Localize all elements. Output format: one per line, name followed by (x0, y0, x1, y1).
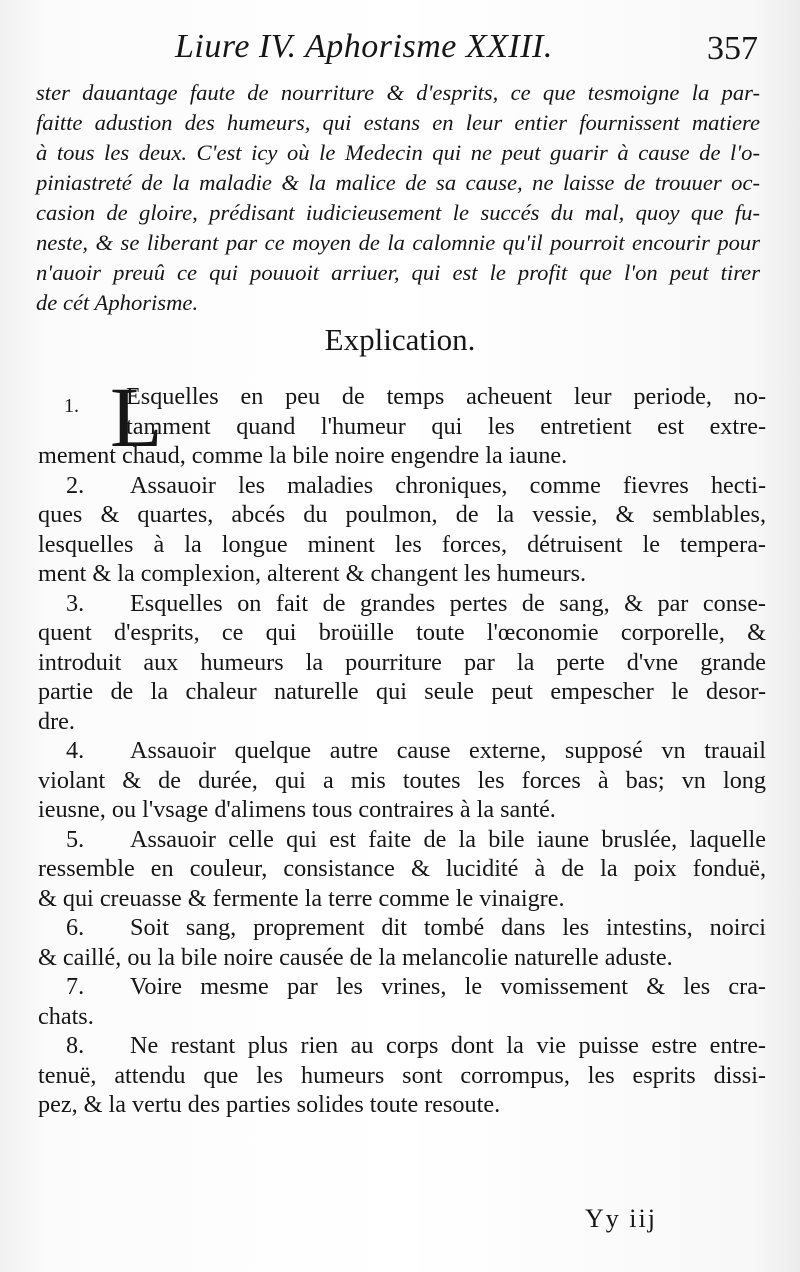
intro-line: à tous les deux. C'est icy où le Medecin qui ne peut guarir à cause de l'o- (36, 140, 760, 165)
item-line: tenuë, attendu que les humeurs sont corrompus, les esprits dissi- (38, 1061, 766, 1089)
item-line: ment & la complexion, alterent & changent les humeurs. (38, 560, 587, 587)
item-line: quent d'esprits, ce qui broüille toute l'œconomie corporelle, & (38, 619, 766, 646)
intro-paragraph (36, 78, 760, 318)
item-line: Esquelles en peu de temps acheuent leur periode, no- (126, 383, 766, 410)
explication-item-8 (38, 1031, 766, 1120)
item-line: partie de la chaleur naturelle qui seule peut empescher le desor- (38, 678, 766, 705)
item-line: ieusne, ou l'vsage d'alimens tous contraires à la santé. (38, 796, 556, 823)
item-number: 2. (66, 471, 85, 499)
intro-line: ster dauantage faute de nourriture & d'esprits, ce que tesmoigne la par- (36, 80, 760, 105)
item-line: ressemble en couleur, consistance & lucidité à de la poix fonduë, (38, 855, 766, 882)
item-line: violant & de durée, qui a mis toutes les forces à bas; vn long (38, 766, 766, 794)
explication-item-4 (38, 736, 766, 825)
intro-line: neste, & se liberant par ce moyen de la calomnie qu'il pourroit encourir pour (36, 230, 760, 255)
item-line: ques & quartes, abcés du poulmon, de la vessie, & semblables, (38, 501, 766, 528)
item-line: tamment quand l'humeur qui les entretient est extre- (126, 412, 766, 440)
signature-mark: Yy iij (585, 1204, 657, 1233)
item-line: introduit aux humeurs la pourriture par la perte d'vne grande (38, 648, 766, 676)
intro-line: de cét Aphorisme. (36, 290, 199, 315)
intro-line: n'auoir preuû ce qui pouuoit arriuer, qui est le profit que l'on peut tirer (36, 260, 760, 285)
item-line: chats. (38, 1002, 94, 1030)
running-head (175, 30, 615, 64)
intro-line: faitte adustion des humeurs, qui estans en leur entier fournissent matiere (36, 110, 760, 135)
item-number: 3. (66, 589, 85, 617)
drop-cap: L (110, 369, 163, 465)
item-number: 5. (66, 825, 85, 853)
item-number: 1. (64, 395, 79, 417)
item-line: Soit sang, proprement dit tombé dans les intestins, noirci (130, 914, 766, 941)
item-line: pez, & la vertu des parties solides toute resoute. (38, 1091, 501, 1118)
explication-item-2 (38, 471, 766, 589)
item-line: & qui creuasse & fermente la terre comme le vinaigre. (38, 884, 565, 912)
intro-line: piniastreté de la maladie & la malice de sa cause, ne laisse de trouuer oc- (36, 170, 760, 195)
item-line: Assauoir les maladies chroniques, comme fievres hecti- (130, 471, 766, 499)
explication-list (38, 369, 766, 1120)
item-line: lesquelles à la longue minent les forces, détruisent le tempera- (38, 530, 766, 558)
explication-item-6 (38, 913, 766, 972)
section-heading: Explication. (324, 322, 476, 357)
explication-item-7 (38, 972, 766, 1031)
explication-item-3 (38, 589, 766, 737)
item-number: 8. (66, 1032, 85, 1059)
item-line: Ne restant plus rien au corps dont la vie puisse estre entre- (130, 1032, 766, 1059)
explication-item-5 (38, 825, 766, 914)
item-number: 4. (66, 737, 85, 764)
explication-item-1 (38, 369, 766, 471)
item-line: Esquelles on fait de grandes pertes de sang, & par conse- (130, 589, 766, 617)
item-line: & caillé, ou la bile noire causée de la melancolie naturelle aduste. (38, 943, 673, 971)
page-number: 357 (707, 30, 758, 67)
item-line: Voire mesme par les vrines, le vomissement & les cra- (130, 973, 766, 1000)
item-number: 6. (66, 914, 85, 941)
running-head-title: Liure IV. Aphorisme XXIII. (175, 28, 553, 65)
item-line: Assauoir celle qui est faite de la bile iaune bruslée, laquelle (130, 825, 766, 853)
item-line: mement chaud, comme la bile noire engendre la iaune. (38, 442, 568, 469)
item-number: 7. (66, 973, 85, 1000)
item-line: dre. (38, 707, 75, 735)
item-line: Assauoir quelque autre cause externe, supposé vn trauail (130, 737, 766, 764)
intro-line: casion de gloire, prédisant iudicieusement le succés du mal, quoy que fu- (36, 200, 760, 225)
